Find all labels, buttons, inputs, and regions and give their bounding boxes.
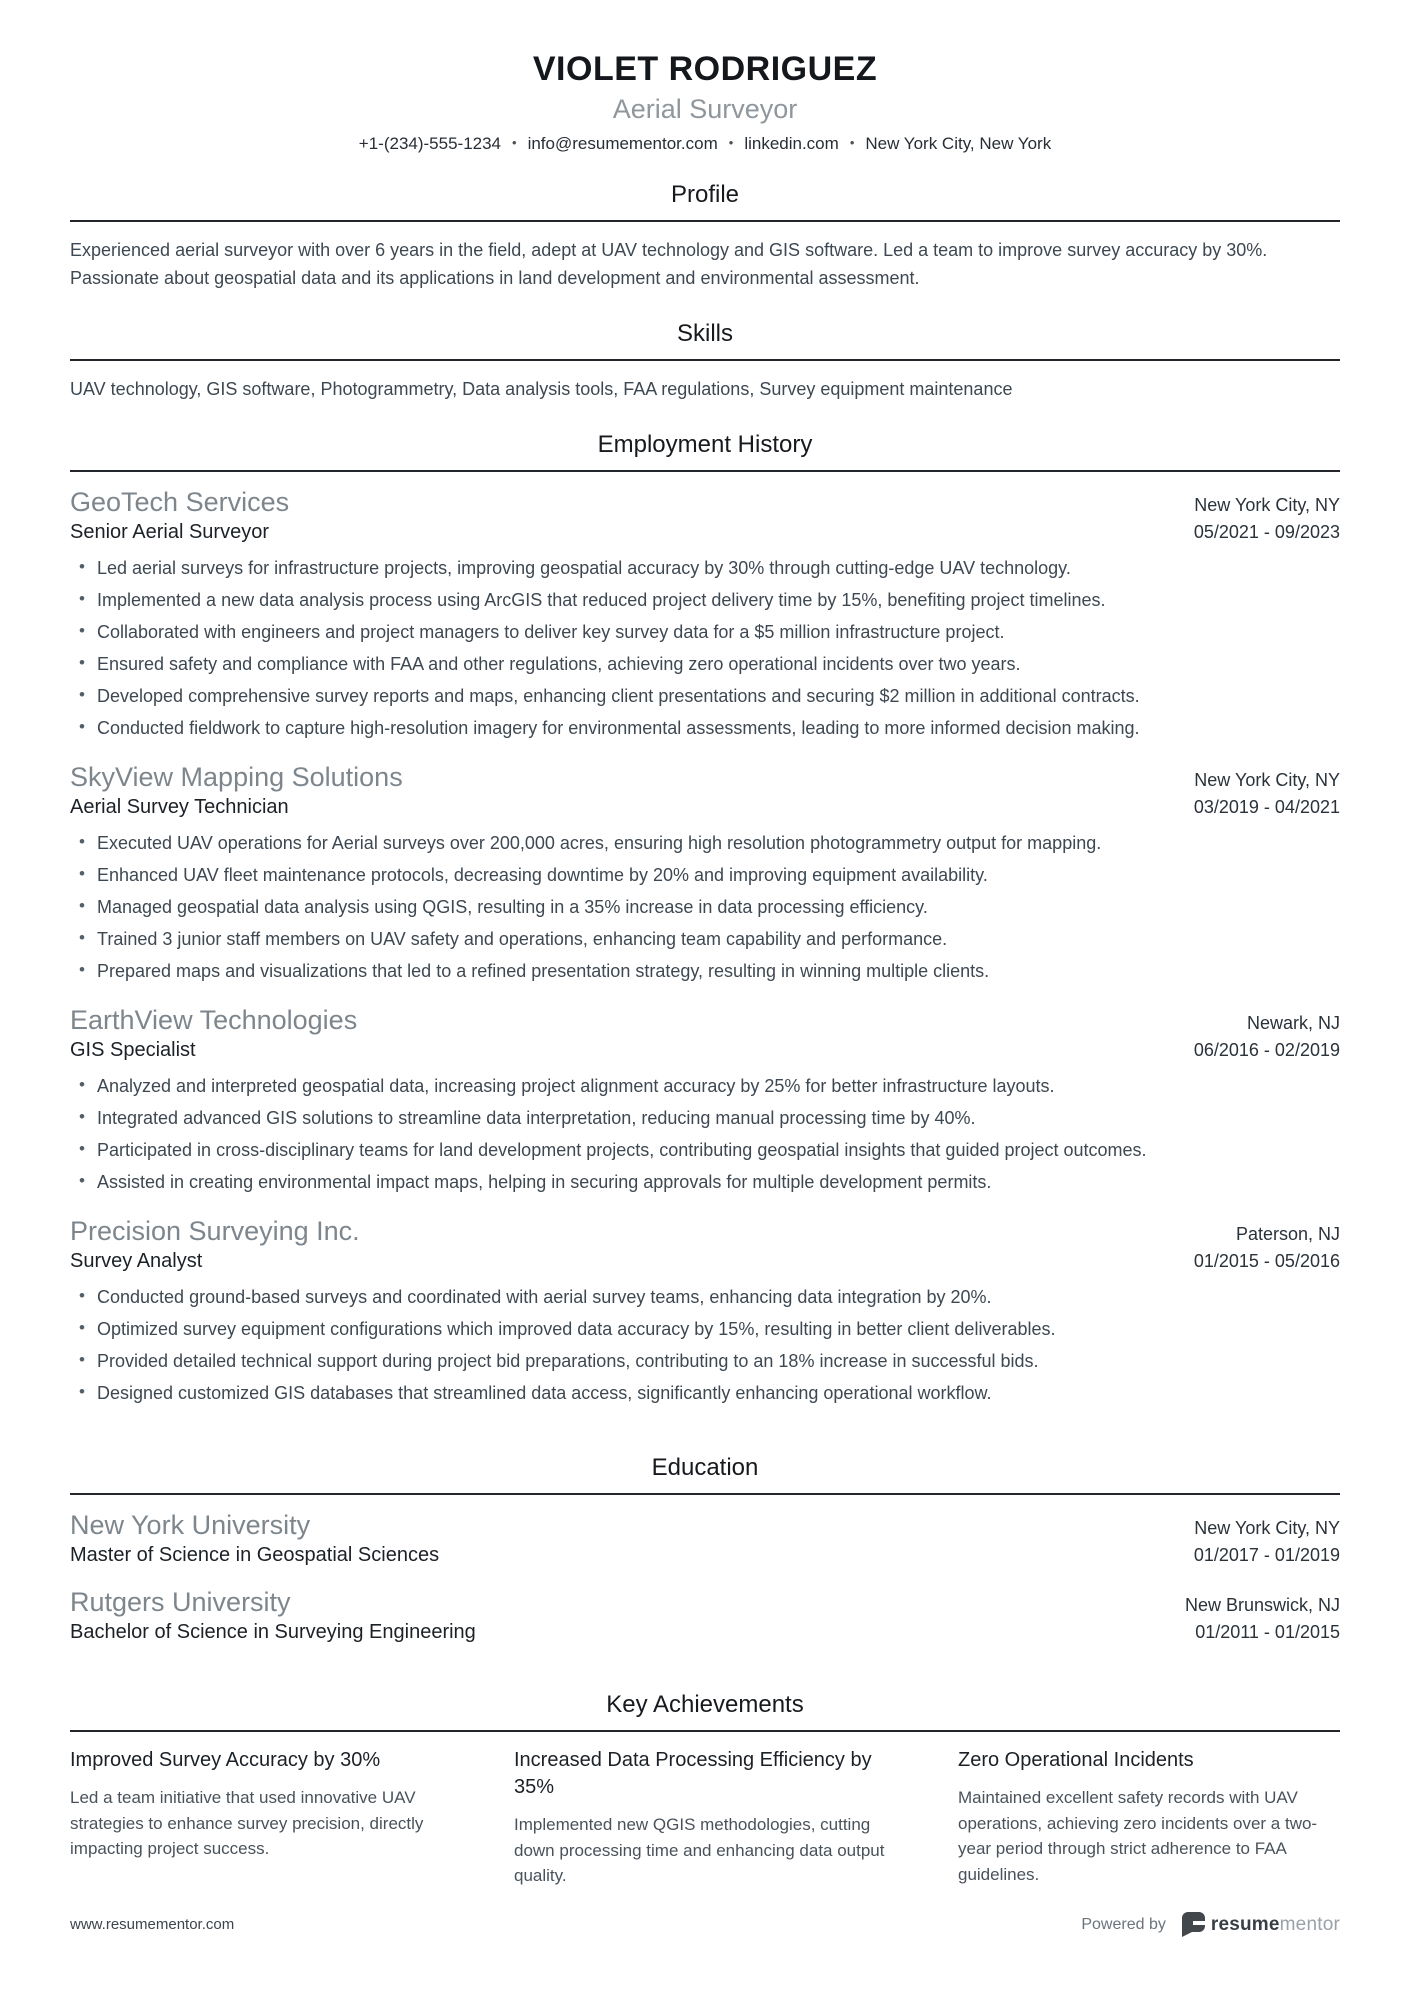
job-header-row [70, 1005, 1340, 1036]
degree-name: Master of Science in Geospatial Sciences [70, 1543, 440, 1566]
education-entry [70, 1510, 1340, 1567]
bullet-text: Optimized survey equipment configurations which improved data accuracy by 15%, resulting in better client deliverables. [97, 1318, 1056, 1339]
bullet-text: Ensured safety and compliance with FAA and other regulations, achieving zero operational incidents over two years. [97, 653, 1021, 674]
job-dates: 06/2016 - 02/2019 [1193, 1039, 1340, 1060]
job-bullet [70, 1105, 1340, 1132]
achievement-card [514, 1747, 896, 1889]
job-header-row [70, 487, 1340, 518]
job-bullets [70, 555, 1340, 742]
section-skills [70, 320, 1340, 404]
job-bullet [70, 926, 1340, 953]
contact-separator-dot: • [512, 135, 517, 150]
bullet-text: Trained 3 junior staff members on UAV safety and operations, enhancing team capability and performance. [97, 928, 948, 949]
job-bullet [70, 683, 1340, 710]
job-subheader-row [70, 1247, 1340, 1273]
education-schools [70, 1510, 1340, 1644]
section-employment [70, 431, 1340, 1427]
job-dates: 03/2019 - 04/2021 [1193, 796, 1340, 817]
job-bullet [70, 715, 1340, 742]
job-bullet [70, 1348, 1340, 1375]
job-bullets [70, 1284, 1340, 1407]
section-divider [70, 1730, 1340, 1732]
achievement-text: Maintained excellent safety records with UAV operations, achieving zero incidents over a two-year period through strict adherence to FAA guidelines. [958, 1787, 1318, 1885]
bullet-text: Assisted in creating environmental impact maps, helping in securing approvals for multiple development permits. [97, 1171, 992, 1192]
bullet-text: Collaborated with engineers and project managers to deliver key survey data for a $5 million infrastructure project. [97, 621, 1005, 642]
company-name: Precision Surveying Inc. [70, 1215, 360, 1246]
job-subheader-row [70, 1036, 1340, 1062]
job-bullets [70, 830, 1340, 985]
achievement-card [70, 1747, 452, 1889]
profile-text: Experienced aerial surveyor with over 6 years in the field, adept at UAV technology and GIS software. Led a team to improve survey accuracy by 30%. Passionate about geospatial data and its applications in land development and environmental assessment. [70, 240, 1268, 288]
bullet-text: Conducted ground-based surveys and coordinated with aerial survey teams, enhancing data integration by 20%. [97, 1286, 992, 1307]
contact-item: New York City, New York [865, 134, 1052, 153]
job-location: New York City, NY [1194, 494, 1340, 515]
logo-text-mentor: mentor [1279, 1913, 1340, 1935]
bullet-text: Implemented a new data analysis process using ArcGIS that reduced project delivery time by 15%, benefiting project timelines. [97, 589, 1106, 610]
achievements-heading: Key Achievements [606, 1690, 804, 1718]
job-bullet [70, 1169, 1340, 1196]
resumementor-logo-link[interactable] [1182, 1912, 1340, 1937]
education-entry [70, 1587, 1340, 1644]
job-subheader-row [70, 793, 1340, 819]
contact-line [70, 134, 1340, 154]
logo-text-resume: resume [1210, 1913, 1280, 1935]
job-bullet [70, 958, 1340, 985]
job-location: New York City, NY [1194, 769, 1340, 790]
powered-by-label: Powered by [1081, 1915, 1166, 1933]
candidate-job-title: Aerial Surveyor [612, 94, 798, 124]
school-location: New Brunswick, NJ [1184, 1594, 1340, 1615]
school-subheader-row [70, 1618, 1340, 1644]
bullet-text: Prepared maps and visualizations that led to a refined presentation strategy, resulting in winning multiple clients. [97, 960, 990, 981]
company-name: EarthView Technologies [70, 1004, 358, 1035]
school-name: Rutgers University [70, 1586, 291, 1617]
job-bullet [70, 1380, 1340, 1407]
job-bullet [70, 894, 1340, 921]
section-divider [70, 1493, 1340, 1495]
school-header-row [70, 1587, 1340, 1618]
job-location: Paterson, NJ [1235, 1223, 1340, 1244]
bullet-text: Enhanced UAV fleet maintenance protocols, decreasing downtime by 20% and improving equipment availability. [97, 864, 988, 885]
job-header-row [70, 762, 1340, 793]
job-subheader-row [70, 518, 1340, 544]
job-role: Survey Analyst [70, 1249, 203, 1272]
contact-separator-dot: • [728, 135, 734, 150]
degree-name: Bachelor of Science in Surveying Engineering [70, 1620, 476, 1643]
bullet-text: Executed UAV operations for Aerial surveys over 200,000 acres, ensuring high resolution photogrammetry output for mapping. [97, 832, 1102, 853]
section-achievements [70, 1691, 1340, 1889]
contact-item: info@resumementor.com [527, 134, 718, 153]
achievement-text: Led a team initiative that used innovative UAV strategies to enhance survey precision, directly impacting project success. [70, 1787, 424, 1859]
section-education [70, 1454, 1340, 1664]
footer-website: www.resumementor.com [70, 1916, 235, 1933]
employment-entry [70, 487, 1340, 742]
employment-heading: Employment History [597, 430, 813, 458]
job-bullet [70, 619, 1340, 646]
job-role: Senior Aerial Surveyor [70, 520, 269, 543]
school-name: New York University [70, 1509, 311, 1540]
job-role: GIS Specialist [70, 1038, 196, 1061]
job-bullet [70, 651, 1340, 678]
achievement-title: Zero Operational Incidents [958, 1748, 1194, 1771]
bullet-text: Conducted fieldwork to capture high-resolution imagery for environmental assessments, leading to more informed decision making. [97, 717, 1140, 738]
section-divider [70, 470, 1340, 472]
school-subheader-row [70, 1541, 1340, 1567]
achievement-card [958, 1747, 1340, 1889]
company-name: SkyView Mapping Solutions [70, 761, 403, 792]
job-bullet [70, 1284, 1340, 1311]
skills-heading: Skills [676, 319, 733, 347]
job-role: Aerial Survey Technician [70, 795, 289, 818]
profile-heading: Profile [670, 181, 740, 208]
achievement-title: Increased Data Processing Efficiency by 35% [514, 1748, 872, 1798]
contact-item: +1-(234)-555-1234 [358, 134, 502, 153]
section-divider [70, 220, 1340, 222]
employment-entry [70, 1005, 1340, 1196]
achievement-text: Implemented new QGIS methodologies, cutting down processing time and enhancing data output quality. [514, 1814, 885, 1886]
achievement-title: Improved Survey Accuracy by 30% [70, 1748, 381, 1771]
skills-text: UAV technology, GIS software, Photogrammetry, Data analysis tools, FAA regulations, Survey equipment maintenance [70, 378, 1013, 399]
school-dates: 01/2017 - 01/2019 [1193, 1544, 1340, 1565]
bullet-text: Led aerial surveys for infrastructure projects, improving geospatial accuracy by 30% through cutting-edge UAV technology. [97, 557, 1071, 578]
education-heading: Education [651, 1453, 759, 1481]
section-profile [70, 181, 1340, 293]
candidate-name: VIOLET RODRIGUEZ [532, 50, 878, 88]
section-divider [70, 359, 1340, 361]
school-dates: 01/2011 - 01/2015 [1195, 1621, 1340, 1642]
bullet-text: Provided detailed technical support during project bid preparations, contributing to an 18% increase in successful bids. [97, 1350, 1039, 1371]
resume-header [70, 50, 1340, 154]
bullet-text: Analyzed and interpreted geospatial data, increasing project alignment accuracy by 25% for better infrastructure layouts. [97, 1075, 1055, 1096]
job-bullet [70, 1316, 1340, 1343]
bullet-text: Designed customized GIS databases that streamlined data access, significantly enhancing operational workflow. [97, 1382, 992, 1403]
job-dates: 05/2021 - 09/2023 [1193, 521, 1340, 542]
page-footer [70, 1912, 1340, 1937]
school-location: New York City, NY [1194, 1517, 1340, 1538]
job-location: Newark, NJ [1246, 1012, 1340, 1033]
job-bullet [70, 555, 1340, 582]
job-bullet [70, 1137, 1340, 1164]
job-dates: 01/2015 - 05/2016 [1193, 1250, 1340, 1271]
contact-item: linkedin.com [744, 134, 839, 153]
resumementor-logo-icon [1182, 1912, 1205, 1937]
school-header-row [70, 1510, 1340, 1541]
bullet-text: Participated in cross-disciplinary teams for land development projects, contributing geospatial insights that guided project outcomes. [97, 1139, 1147, 1160]
company-name: GeoTech Services [70, 486, 290, 517]
job-bullet [70, 1073, 1340, 1100]
bullet-text: Developed comprehensive survey reports and maps, enhancing client presentations and securing $2 million in additional contracts. [97, 685, 1140, 706]
job-bullet [70, 830, 1340, 857]
job-header-row [70, 1216, 1340, 1247]
powered-by-block [1081, 1912, 1340, 1937]
bullet-text: Integrated advanced GIS solutions to streamline data interpretation, reducing manual processing time by 40%. [97, 1107, 976, 1128]
employment-entry [70, 1216, 1340, 1407]
employment-entry [70, 762, 1340, 985]
job-bullet [70, 587, 1340, 614]
employment-jobs [70, 487, 1340, 1407]
achievements-grid [70, 1747, 1340, 1889]
job-bullets [70, 1073, 1340, 1196]
contact-separator-dot: • [849, 135, 855, 150]
bullet-text: Managed geospatial data analysis using QGIS, resulting in a 35% increase in data processing efficiency. [97, 896, 928, 917]
job-bullet [70, 862, 1340, 889]
